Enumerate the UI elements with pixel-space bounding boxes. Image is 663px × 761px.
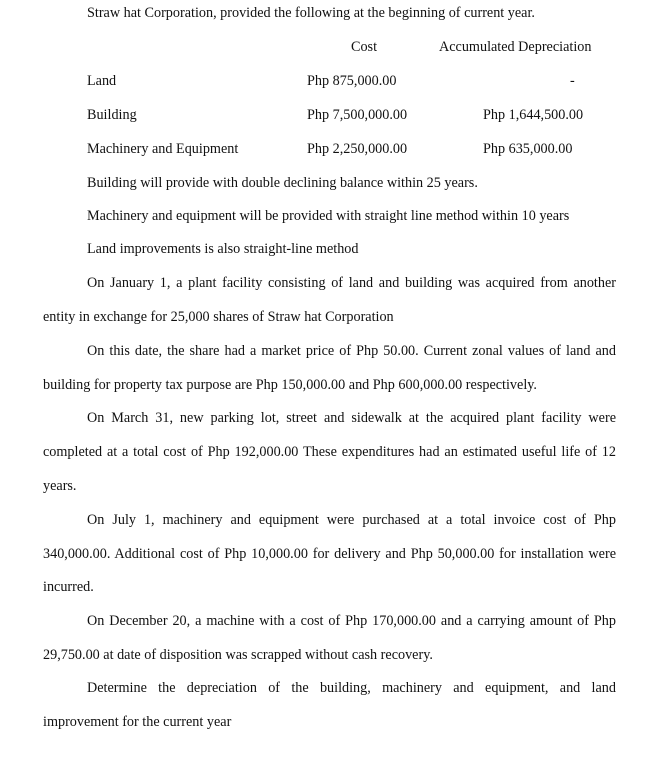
paragraph-4-line-2: 340,000.00. Additional cost of Php 10,000.00 for delivery and Php 50,000.00 for installation were bbox=[43, 546, 616, 562]
row-cost-building: Php 7,500,000.00 bbox=[307, 107, 408, 123]
note-land-improvement-method: Land improvements is also straight-line method bbox=[87, 241, 359, 257]
row-label-machinery: Machinery and Equipment bbox=[87, 141, 239, 157]
paragraph-1-line-1: On January 1, a plant facility consisting of land and building was acquired from another bbox=[87, 275, 616, 291]
table-header-cost: Cost bbox=[351, 39, 378, 55]
paragraph-5-line-2: 29,750.00 at date of disposition was scrapped without cash recovery. bbox=[43, 647, 433, 663]
paragraph-2-line-2: building for property tax purpose are Php 150,000.00 and Php 600,000.00 respectively. bbox=[43, 377, 537, 393]
row-accumulated-land: - bbox=[570, 73, 575, 89]
intro-text: Straw hat Corporation, provided the following at the beginning of current year. bbox=[87, 5, 535, 21]
paragraph-2-line-1: On this date, the share had a market price of Php 50.00. Current zonal values of land and bbox=[87, 343, 616, 359]
table-header-accumulated-depreciation: Accumulated Depreciation bbox=[439, 39, 592, 55]
paragraph-1-line-2: entity in exchange for 25,000 shares of Straw hat Corporation bbox=[43, 309, 394, 325]
row-label-building: Building bbox=[87, 107, 137, 123]
paragraph-6-line-2: improvement for the current year bbox=[43, 714, 232, 730]
row-cost-machinery: Php 2,250,000.00 bbox=[307, 141, 408, 157]
row-cost-land: Php 875,000.00 bbox=[307, 73, 397, 89]
row-accumulated-building: Php 1,644,500.00 bbox=[483, 107, 584, 123]
paragraph-3-line-1: On March 31, new parking lot, street and sidewalk at the acquired plant facility were bbox=[87, 410, 616, 426]
note-machinery-method: Machinery and equipment will be provided with straight line method within 10 years bbox=[87, 208, 570, 224]
paragraph-4-line-1: On July 1, machinery and equipment were purchased at a total invoice cost of Php bbox=[87, 512, 616, 528]
paragraph-4-line-3: incurred. bbox=[43, 579, 94, 595]
row-label-land: Land bbox=[87, 73, 117, 89]
paragraph-5-line-1: On December 20, a machine with a cost of Php 170,000.00 and a carrying amount of Php bbox=[87, 613, 616, 629]
note-building-method: Building will provide with double declining balance within 25 years. bbox=[87, 175, 478, 191]
paragraph-3-line-2: completed at a total cost of Php 192,000.00 These expenditures had an estimated useful life of 12 bbox=[43, 444, 616, 460]
row-accumulated-machinery: Php 635,000.00 bbox=[483, 141, 573, 157]
paragraph-6-line-1: Determine the depreciation of the building, machinery and equipment, and land bbox=[87, 680, 616, 696]
paragraph-3-line-3: years. bbox=[43, 478, 77, 494]
